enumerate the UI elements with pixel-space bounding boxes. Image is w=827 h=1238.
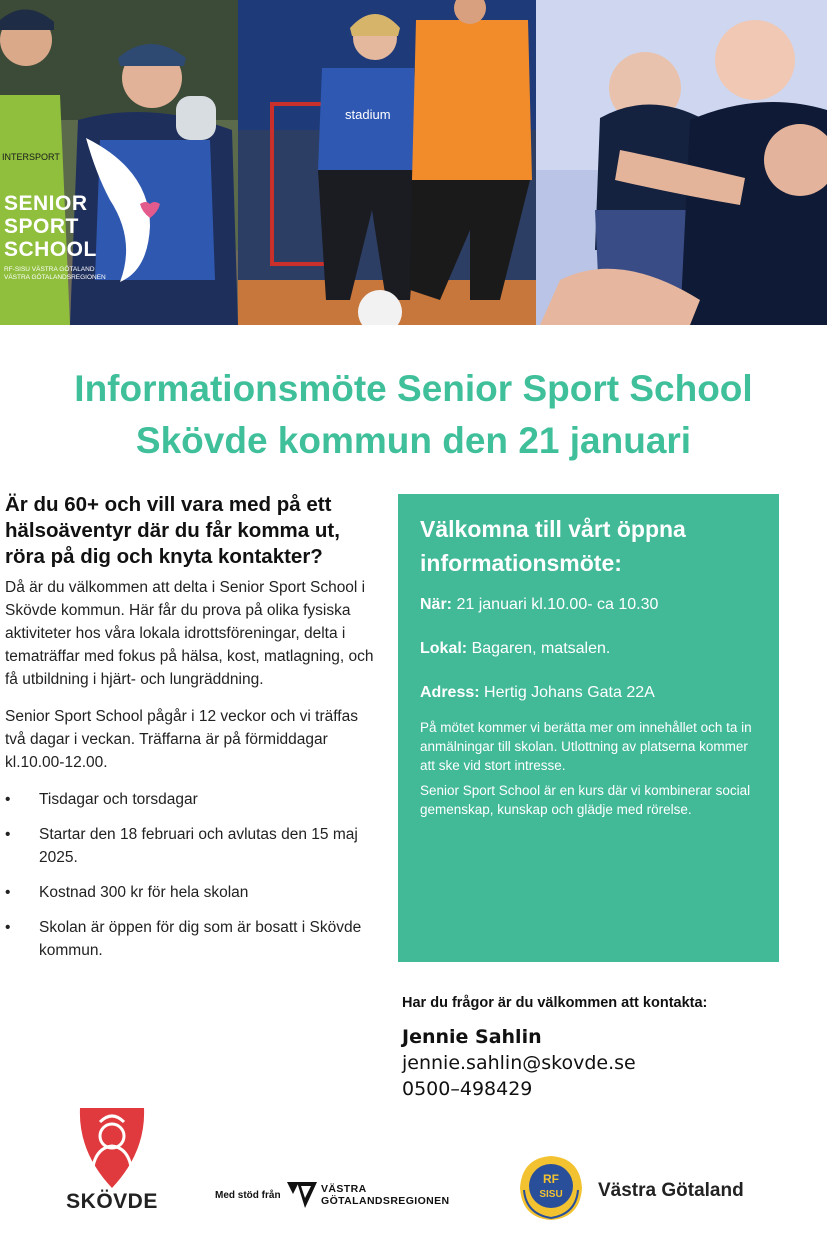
intro-column xyxy=(5,492,375,974)
list-item xyxy=(5,823,375,869)
course-description: Senior Sport School är en kurs där vi kombinerar social gemenskap, kunskap och glädje med rörelse. xyxy=(420,783,751,817)
place-label: Lokal: xyxy=(420,640,468,657)
contact-info xyxy=(402,1024,636,1102)
logo-subtitle xyxy=(4,266,106,282)
vgr-prefix: Med stöd från xyxy=(215,1190,281,1201)
list-item xyxy=(5,916,375,962)
fact-list xyxy=(5,788,375,962)
rf-badge-line: SISU xyxy=(539,1189,563,1200)
shirt-print: stadium xyxy=(345,107,391,122)
bullet-marker: • xyxy=(5,791,11,808)
list-item-text: Startar den 18 februari och avlutas den 15 maj 2025. xyxy=(39,826,358,866)
rf-sisu-logo xyxy=(514,1152,774,1224)
bullet-marker: • xyxy=(5,919,11,936)
sponsor-print: INTERSPORT xyxy=(2,152,60,162)
logo-title-line: SPORT xyxy=(4,215,79,238)
contact-email[interactable]: jennie.sahlin@skovde.se xyxy=(402,1052,636,1074)
vgr-name-line: GÖTALANDSREGIONEN xyxy=(321,1195,450,1207)
vgr-logo xyxy=(215,1178,475,1218)
rf-badge-line: RF xyxy=(543,1172,559,1186)
schedule-paragraph: Senior Sport School pågår i 12 veckor och vi träffas två dagar i veckan. Träffarna är på förmiddagar kl.10.00-12.00. xyxy=(5,708,358,771)
contact-name: Jennie Sahlin xyxy=(402,1026,542,1048)
address-value: Hertig Johans Gata 22A xyxy=(484,684,655,701)
page-title xyxy=(0,363,827,467)
rf-sisu-badge-icon xyxy=(514,1152,588,1224)
list-item-text: Skolan är öppen för dig som är bosatt i Skövde kommun. xyxy=(39,919,362,959)
when-label: När: xyxy=(420,596,453,613)
senior-sport-school-logo xyxy=(4,192,97,261)
address-label: Adress: xyxy=(420,684,480,701)
list-item-text: Kostnad 300 kr för hela skolan xyxy=(39,884,249,901)
list-item-text: Tisdagar och torsdagar xyxy=(39,791,198,808)
info-box-title: Välkomna till vårt öppna informationsmöte: xyxy=(420,516,686,576)
logo-sub-line: RF-SISU VÄSTRA GÖTALAND xyxy=(4,266,95,273)
list-item xyxy=(5,788,375,811)
meeting-address xyxy=(420,682,757,704)
lead-question: Är du 60+ och vill vara med på ett hälsoäventyr där du får komma ut, röra på dig och knyta kontakter? xyxy=(5,493,340,568)
meeting-time xyxy=(420,594,757,616)
contact-phone[interactable]: 0500–498429 xyxy=(402,1078,533,1100)
place-value: Bagaren, matsalen. xyxy=(471,640,611,657)
meeting-place xyxy=(420,638,757,660)
when-value: 21 januari kl.10.00- ca 10.30 xyxy=(456,596,659,613)
vgr-name xyxy=(321,1183,450,1207)
title-line-2: Skövde kommun den 21 januari xyxy=(135,420,692,461)
meeting-details: På mötet kommer vi berätta mer om innehållet och ta in anmälningar till skolan. Utlottning av platserna kommer att ske vid stort intresse. xyxy=(420,720,752,773)
meeting-info-box xyxy=(398,494,779,962)
list-item xyxy=(5,881,375,904)
intro-paragraph: Då är du välkommen att delta i Senior Sport School i Skövde kommun. Här får du prova på olika fysiska aktiviteter hos våra lokala idrottsföreningar, delta i tematräffar med fokus på hälsa, kost, matlagning, och få utbildning i hjärt- och lungräddning. xyxy=(5,579,374,688)
bullet-marker: • xyxy=(5,826,11,843)
skovde-logo xyxy=(62,1102,162,1217)
photo-banner xyxy=(0,0,827,325)
skovde-wordmark: SKÖVDE xyxy=(66,1190,158,1213)
rf-region-name: Västra Götaland xyxy=(598,1180,744,1201)
title-line-1: Informationsmöte Senior Sport School xyxy=(74,368,753,409)
bullet-marker: • xyxy=(5,884,11,901)
vgr-name-line: VÄSTRA xyxy=(321,1183,367,1195)
vgr-mark-icon xyxy=(285,1178,319,1212)
logo-title-line: SENIOR xyxy=(4,192,88,215)
logo-sub-line: VÄSTRA GÖTALANDSREGIONEN xyxy=(4,274,106,281)
skovde-crest-icon xyxy=(62,1102,162,1190)
contact-heading: Har du frågor är du välkommen att kontakta: xyxy=(402,995,708,1011)
logo-title-line: SCHOOL xyxy=(4,238,97,261)
